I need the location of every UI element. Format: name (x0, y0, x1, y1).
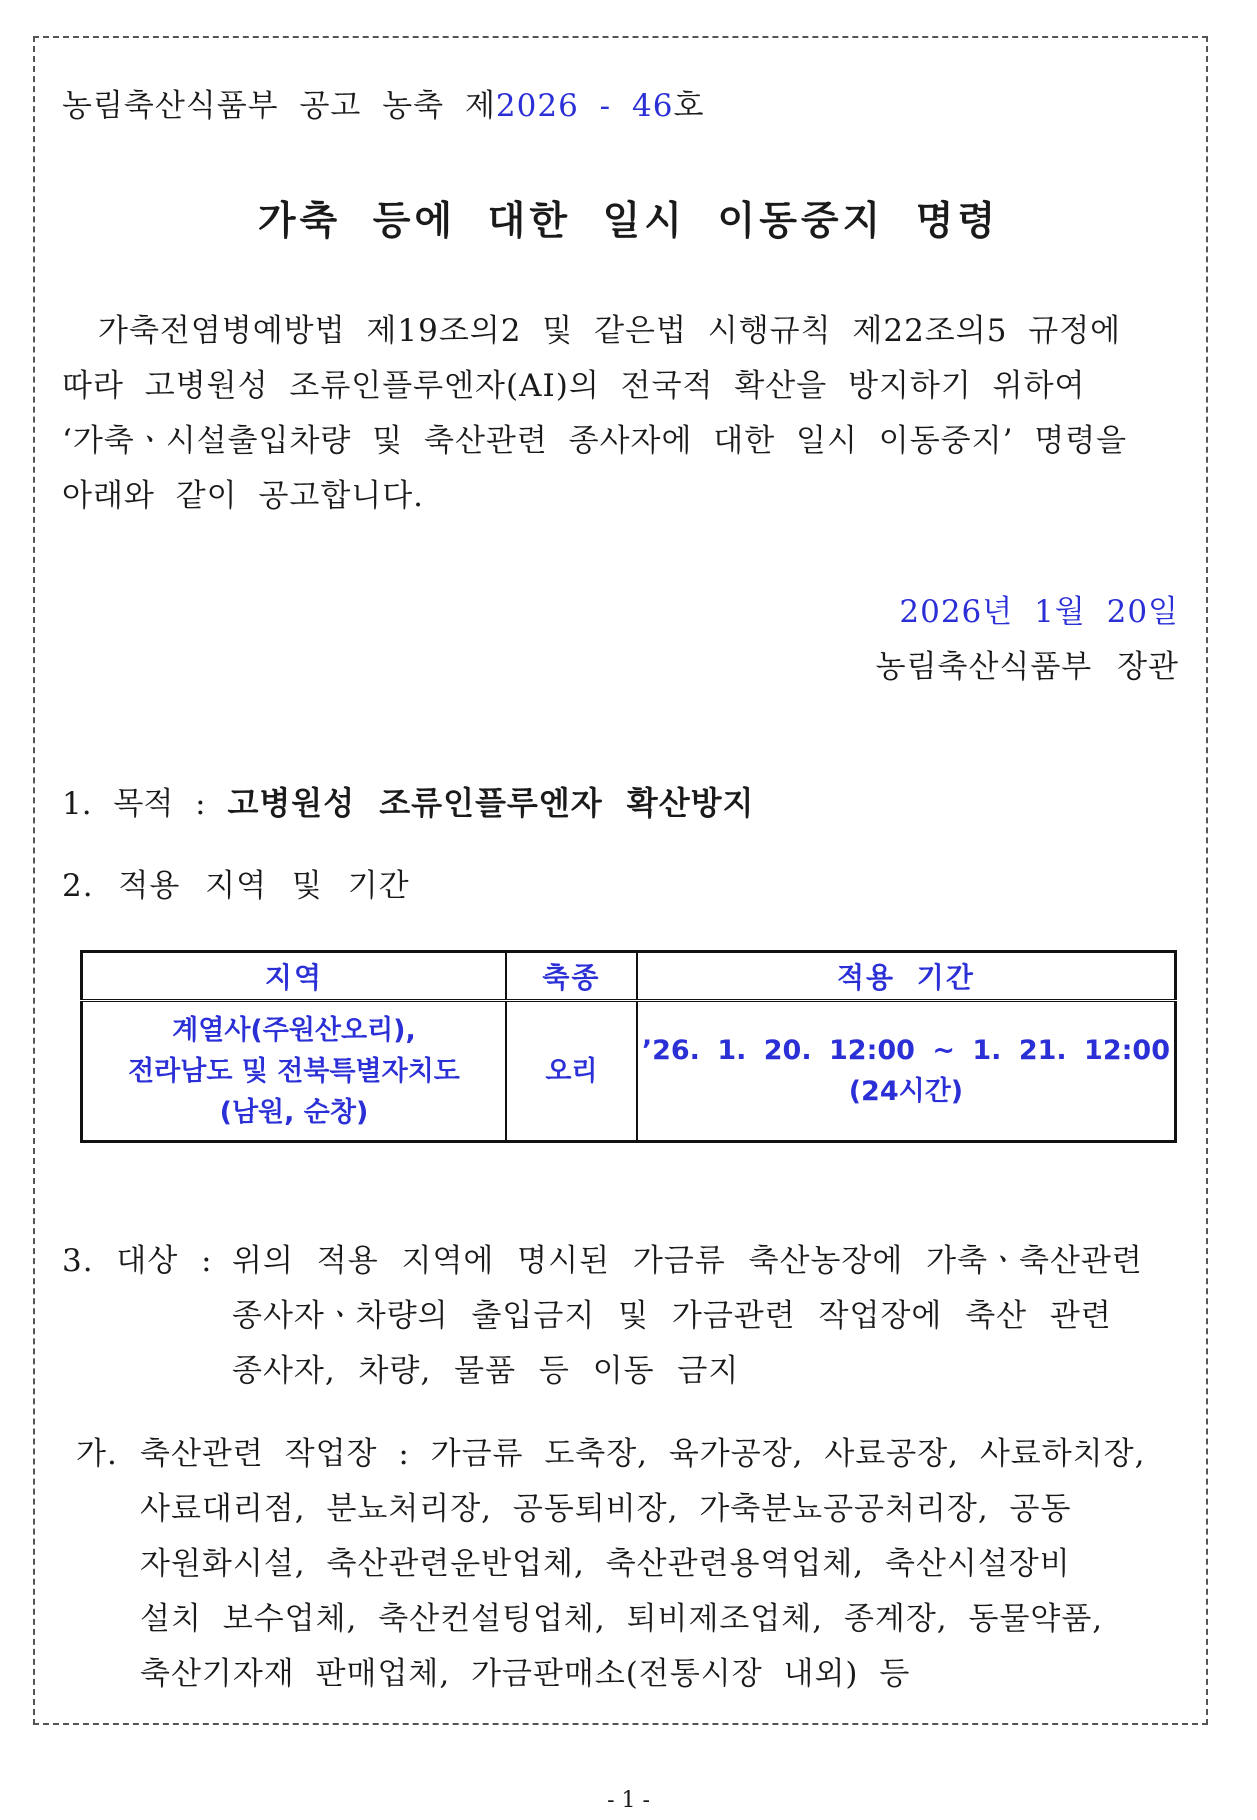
notice-reference (62, 80, 704, 125)
area-period-table (80, 950, 1177, 1143)
notice-agency: 농림축산식품부 공고 농축 제 (62, 88, 496, 124)
subsection-ga-line-1: 축산관련 작업장 : 가금류 도축장, 육가공장, 사료공장, 사료하치장, (140, 1436, 1146, 1472)
cell-period (637, 1001, 1176, 1142)
page-title: 가축 등에 대한 일시 이동중지 명령 (257, 199, 1000, 244)
notice-number: 2026 - 46 (495, 88, 674, 124)
page-number: - 1 - (607, 1788, 650, 1813)
period-line-2: (24시간) (848, 1076, 964, 1107)
intro-line-1: 가축전염병예방법 제19조의2 및 같은법 시행규칙 제22조의5 규정에 (98, 313, 1122, 349)
header-period: 적용 기간 (637, 952, 1176, 1001)
period-line-1: ’26. 1. 20. 12:00 ~ 1. 21. 12:00 (641, 1035, 1170, 1066)
subsection-ga-line-4: 설치 보수업체, 축산컨설팅업체, 퇴비제조업체, 종계장, 동물약품, (140, 1601, 1104, 1637)
section-target-line-2: 종사자ㆍ차량의 출입금지 및 가금관련 작업장에 축산 관련 (232, 1298, 1112, 1334)
intro-line-3: ‘가축ㆍ시설출입차량 및 축산관련 종사자에 대한 일시 이동중지’ 명령을 (62, 423, 1128, 459)
cell-species: 오리 (506, 1001, 637, 1142)
section-target-line-1: 위의 적용 지역에 명시된 가금류 축산농장에 가축ㆍ축산관련 (232, 1243, 1143, 1279)
subsection-ga-line-5: 축산기자재 판매업체, 가금판매소(전통시장 내외) 등 (140, 1656, 911, 1692)
subsection-ga-line-3: 자원화시설, 축산관련운반업체, 축산관련용역업체, 축산시설장비 (140, 1546, 1071, 1582)
header-region: 지역 (82, 952, 506, 1001)
section-purpose-text: 고병원성 조류인플루엔자 확산방지 (227, 784, 755, 822)
subsection-ga-line-2: 사료대리점, 분뇨처리장, 공동퇴비장, 가축분뇨공공처리장, 공동 (140, 1491, 1072, 1527)
region-line-1: 계열사(주원산오리), (172, 1014, 416, 1046)
notice-date: 2026년 1월 20일 (899, 594, 1179, 630)
section-area-period: 2. 적용 지역 및 기간 (62, 868, 410, 904)
section-target-label: 3. 대상 : (62, 1243, 213, 1279)
section-target-line-3: 종사자, 차량, 물품 등 이동 금지 (232, 1353, 740, 1389)
table-row (82, 1001, 1176, 1142)
subsection-ga-label: 가. (76, 1436, 118, 1472)
header-species: 축종 (506, 952, 637, 1001)
intro-line-4: 아래와 같이 공고합니다. (62, 478, 425, 514)
table-header-row (82, 952, 1176, 1001)
issuer-name: 농림축산식품부 장관 (875, 649, 1179, 685)
section-purpose (62, 778, 754, 824)
notice-suffix: 호 (673, 88, 705, 124)
cell-region (82, 1001, 506, 1142)
intro-line-2: 따라 고병원성 조류인플루엔자(AI)의 전국적 확산을 방지하기 위하여 (62, 368, 1086, 404)
region-line-2: 전라남도 및 전북특별자치도 (128, 1055, 460, 1087)
section-purpose-label: 1. 목적 : (62, 786, 228, 822)
region-line-3: (남원, 순창) (219, 1096, 369, 1128)
